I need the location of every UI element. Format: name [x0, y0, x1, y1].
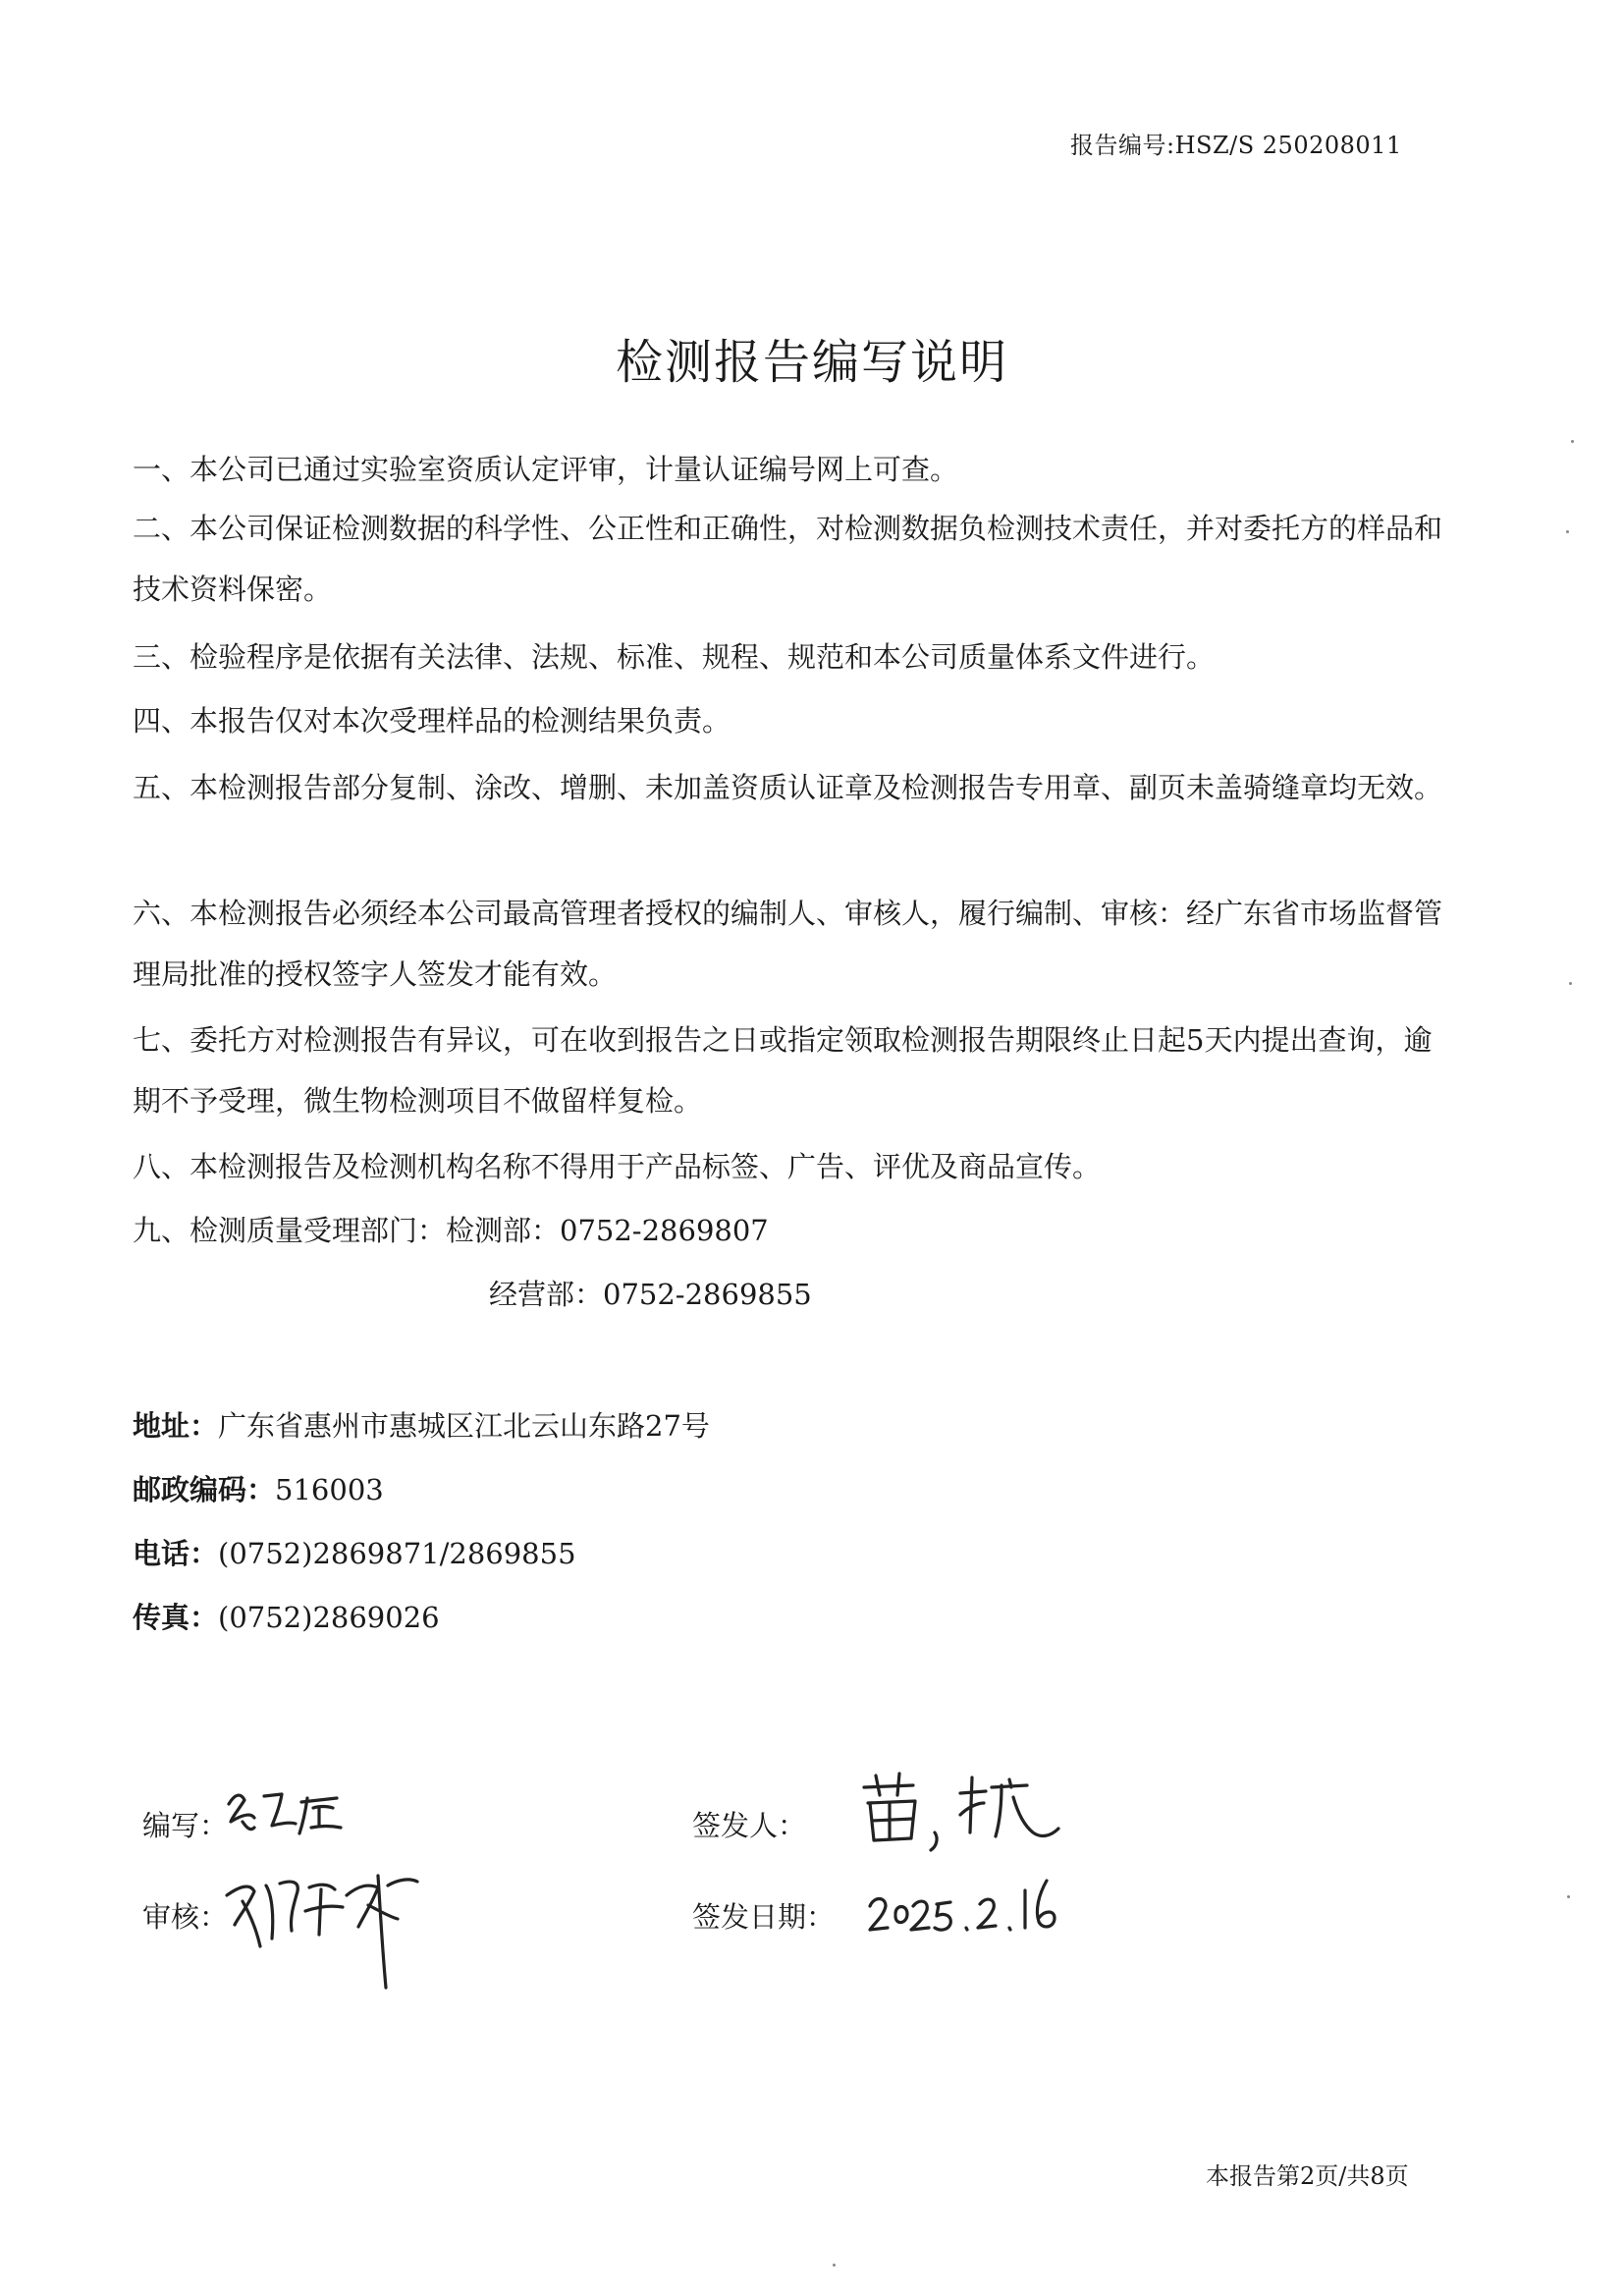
page-title: 检测报告编写说明 [615, 335, 1008, 390]
clause-6: 六、本检测报告必须经本公司最高管理者授权的编制人、审核人，履行编制、审核：经广东省市场监督管理局批准的授权签字人签发才能有效。 [133, 897, 1443, 991]
clause-1: 一、本公司已通过实验室资质认定评审，计量认证编号网上可查。 [133, 453, 959, 486]
postcode-line [133, 1468, 384, 1508]
address-value: 广东省惠州市惠城区江北云山东路27号 [218, 1409, 710, 1443]
report-number: 报告编号:HSZ/S 250208011 [1070, 132, 1402, 159]
fax-value: (0752)2869026 [218, 1601, 440, 1634]
scan-speck [1569, 982, 1572, 985]
scan-speck [1567, 1895, 1570, 1898]
scan-speck [1566, 530, 1569, 533]
address-label: 地址： [133, 1409, 219, 1443]
page-number: 本报告第2页/共8页 [1206, 2162, 1409, 2190]
fax-line [133, 1596, 440, 1636]
phone-line [133, 1532, 576, 1572]
compiler-label: 编写： [142, 1809, 229, 1842]
scan-speck [833, 2264, 836, 2267]
fax-label: 传真： [133, 1601, 219, 1634]
reviewer-signature [221, 1856, 427, 1994]
reviewer-label: 审核： [142, 1900, 229, 1934]
clause-2: 二、本公司保证检测数据的科学性、公正性和正确性，对检测数据负检测技术责任，并对委托方的样品和技术资料保密。 [133, 512, 1443, 606]
postcode-label: 邮政编码： [133, 1473, 276, 1506]
issue-date-label: 签发日期： [692, 1900, 836, 1934]
issuer-label: 签发人： [692, 1809, 807, 1842]
clause-8: 八、本检测报告及检测机构名称不得用于产品标签、广告、评优及商品宣传。 [133, 1150, 1102, 1183]
address-line [133, 1404, 710, 1445]
postcode-value: 516003 [275, 1473, 384, 1506]
clause-9: 九、检测质量受理部门：检测部：0752-2869807 [133, 1214, 769, 1247]
phone-value: (0752)2869871/2869855 [218, 1537, 576, 1570]
clause-3: 三、检验程序是依据有关法律、法规、标准、规程、规范和本公司质量体系文件进行。 [133, 640, 1216, 674]
clause-4: 四、本报告仅对本次受理样品的检测结果负责。 [133, 704, 731, 738]
scan-speck [1571, 440, 1574, 443]
clause-9-line-2: 经营部：0752-2869855 [489, 1278, 812, 1311]
clause-7: 七、委托方对检测报告有异议，可在收到报告之日或指定领取检测报告期限终止日起5天内提出查询，逾期不予受理，微生物检测项目不做留样复检。 [133, 1023, 1433, 1118]
clause-5: 五、本检测报告部分复制、涂改、增删、未加盖资质认证章及检测报告专用章、副页未盖骑缝章均无效。 [133, 771, 1443, 804]
phone-label: 电话： [133, 1537, 219, 1570]
